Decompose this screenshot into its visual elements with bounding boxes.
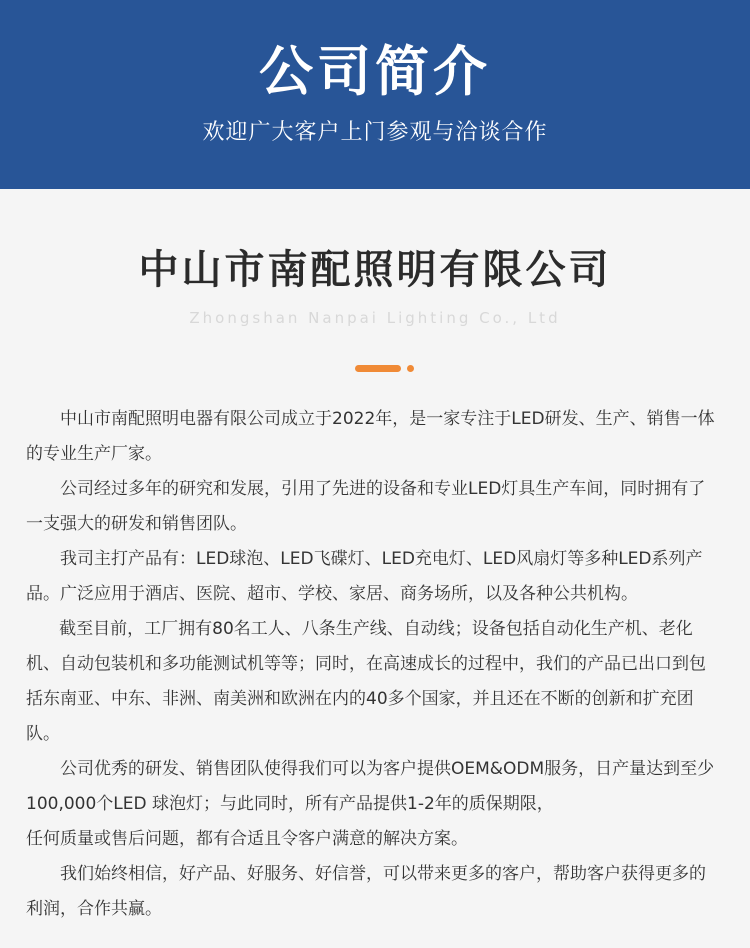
company-name-en: Zhongshan Nanpai Lighting Co., Ltd — [189, 309, 561, 327]
hero-banner — [0, 0, 750, 189]
paragraph-services: 公司优秀的研发、销售团队使得我们可以为客户提供OEM&ODM服务，日产量达到至少100,000个LED 球泡灯；与此同时，所有产品提供1-2年的质保期限， — [26, 759, 715, 814]
paragraph-products: 我司主打产品有：LED球泡、LED飞碟灯、LED充电灯、LED风扇灯等多种LED系列产品。广泛应用于酒店、医院、超市、学校、家居、商务场所，以及各种公共机构。 — [26, 549, 703, 604]
paragraph-founding: 中山市南配照明电器有限公司成立于2022年，是一家专注于LED研发、生产、销售一体的专业生产厂家。 — [26, 409, 715, 464]
paragraph-belief: 我们始终相信，好产品、好服务、好信誉，可以带来更多的客户，帮助客户获得更多的利润，合作共赢。 — [26, 864, 706, 919]
paragraph-after-sales: 任何质量或售后问题，都有合适且令客户满意的解决方案。 — [26, 829, 468, 849]
company-name-cn: 中山市南配照明有限公司 — [138, 247, 612, 293]
accent-bar — [355, 365, 401, 372]
paragraph-development: 公司经过多年的研究和发展，引用了先进的设备和专业LED灯具生产车间，同时拥有了一支强大的研发和销售团队。 — [26, 479, 706, 534]
page-title: 公司简介 — [259, 40, 491, 103]
company-intro-body — [26, 402, 718, 927]
paragraph-factory: 截至目前，工厂拥有80名工人、八条生产线、自动线；设备包括自动化生产机、老化机、自动包装机和多功能测试机等等；同时，在高速成长的过程中，我们的产品已出口到包括东南亚、中东、非洲、南美洲和欧洲在内的40多个国家，并且还在不断的创新和扩充团队。 — [26, 619, 706, 744]
page-subtitle: 欢迎广大客户上门参观与洽谈合作 — [202, 120, 548, 145]
accent-dot — [407, 365, 414, 372]
